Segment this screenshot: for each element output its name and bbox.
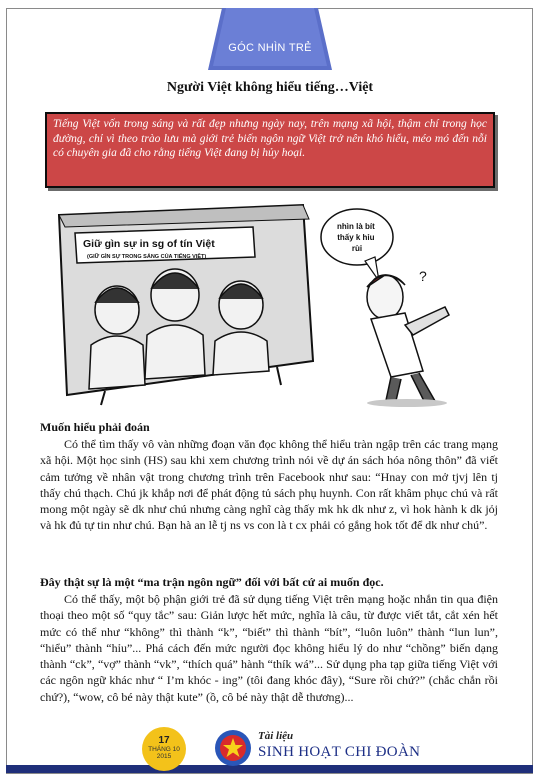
speech-bubble	[321, 209, 393, 281]
section2-body	[40, 591, 498, 705]
lead-paragraph: Tiếng Việt vốn trong sáng và rất đẹp nhưng ngày nay, trên mạng xã hội, thậm chí trong học đường, chỉ vì theo trào lưu mà giới trẻ biến ngôn ngữ Việt trở nên khó hiểu, méo mó đến nỗi có chuyên gia đã cho rằng tiếng Việt đang bị hủy hoại.	[45, 112, 495, 188]
header-tab-shape	[0, 0, 540, 80]
page-number-badge	[142, 727, 186, 771]
page-bottom-bar	[6, 765, 533, 773]
footer-small-label: Tài liệu	[258, 730, 294, 742]
banner-text: Giữ gìn sự in sg of tín Việt	[83, 238, 215, 250]
students-on-screen	[89, 269, 269, 389]
confused-man	[367, 268, 449, 405]
youth-union-emblem-icon	[213, 728, 253, 768]
article-title: Người Việt không hiểu tiếng…Việt	[166, 80, 374, 95]
section-header-tab	[0, 0, 540, 80]
issue-month: THÁNG 10	[148, 746, 180, 753]
section1-body	[40, 436, 498, 534]
footer-publication-title: SINH HOẠT CHI ĐOÀN	[258, 744, 421, 760]
banner-subtext: (GIỮ GÌN SỰ TRONG SÁNG CỦA TIẾNG VIỆT)	[87, 254, 207, 260]
section2-heading: Đây thật sự là một “ma trận ngôn ngữ” đối với bất cứ ai muốn đọc.	[40, 575, 384, 589]
bubble-line-2: thấy k hỉu	[337, 233, 375, 242]
svg-text:?: ?	[419, 268, 427, 284]
issue-year: 2015	[156, 753, 172, 760]
section1-heading: Muốn hiểu phải đoán	[40, 420, 150, 434]
page-number: 17	[158, 735, 170, 746]
cartoon-illustration	[45, 195, 495, 407]
bubble-line-1: nhìn là bít	[336, 222, 375, 231]
section-label: GÓC NHÌN TRẺ	[228, 42, 312, 54]
section1-paragraph: Có thể tìm thấy vô vàn những đoạn văn đọc không thể hiểu tràn ngập trên các trang mạng xã hội. Một học sinh (HS) sau khi xem chương trình nói về dự án sách hóa nông thôn” đã viết cảm tưởng về nhân vật trong chương trình trên Facebook như sau: “Hnay con mở tjvj lên tj thấy chú thạch. Chú jk khắp nơi để phát động tủ sách phụ huynh. Con rất khâm phục chú và rất mong một ngày sẽ dk như chú nhưng càng nghĩ càg thấy mk hk dk như z, vì hok hành k dk jỏj và hk đủ tự tin như chú. Bạn hà an lễ tj ns vs con là t cx phải có gắng hok tốt để dk như chú”.	[40, 437, 498, 533]
section2-paragraph: Có thể thấy, một bộ phận giới trẻ đã sử dụng tiếng Việt trên mạng hoặc nhắn tin qua điện thoại theo một số “quy tắc” sau: Giản lược hết mức, nghĩa là câu, từ được viết tắt, cắt xén hết mức có thể như “không” thì thành “k”, “biết” thì thành “bít”, “luôn luôn” thành “lun lun”, “hiểu” thành “hỉu”... Phá cách đến mức người đọc không hiểu lý do như “chồng” biến dạng thành “ck”, “vợ” thành “vk”, “thích quá” hành “thík wá”... Sử dụng pha tạp giữa tiếng Việt với các ngôn ngữ khác như “ I’m khóc - ing” (tôi đang khóc đây), “Sure rồi chứ?” (chắc chắn rồi chứ?), “wow, cô bé này thật kute” (ồ, cô bé này thật dễ thương)...	[40, 592, 498, 704]
bubble-line-3: rùi	[351, 244, 363, 253]
